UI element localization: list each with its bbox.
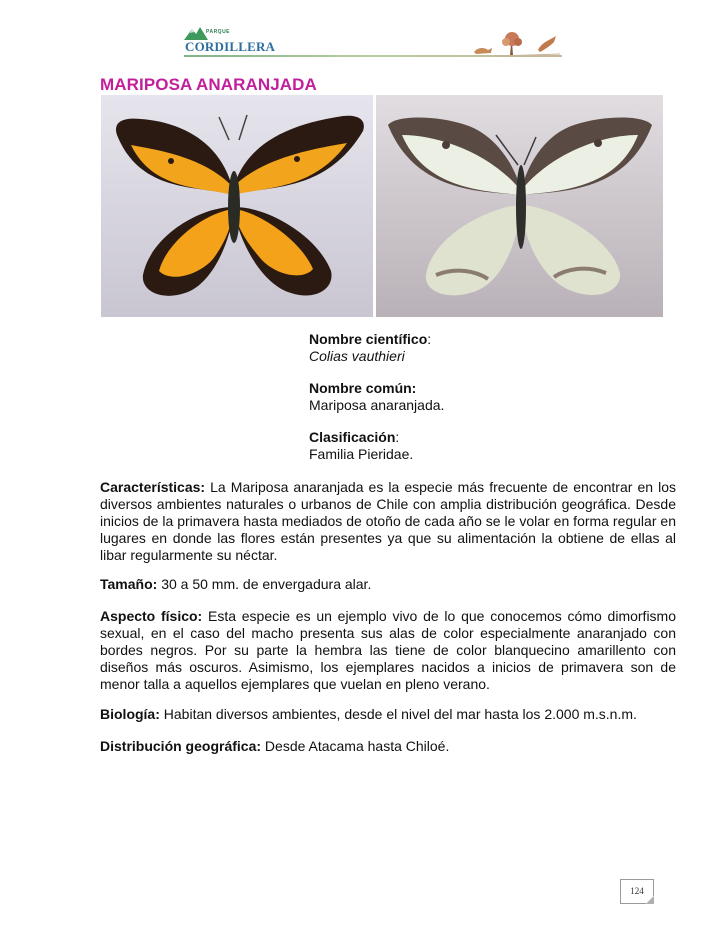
classification-label: Clasificación: [309, 429, 396, 445]
male-butterfly-photo: [101, 95, 373, 317]
tamano-label: Tamaño:: [100, 576, 158, 592]
page-fold-icon: [646, 896, 654, 904]
biologia-text: Habitan diversos ambientes, desde el nivel del mar hasta los 2.000 m.s.n.m.: [163, 706, 637, 722]
common-name-label: Nombre común:: [309, 380, 417, 396]
distribucion-label: Distribución geográfica:: [100, 738, 262, 754]
scientific-name-colon: :: [427, 331, 432, 347]
scientific-name-label: Nombre científico: [309, 331, 428, 347]
common-name-value: Mariposa anaranjada.: [309, 397, 445, 413]
distribucion-paragraph: [100, 738, 676, 755]
caracteristicas-paragraph: [100, 479, 676, 564]
biologia-label: Biología:: [100, 706, 160, 722]
aspecto-label: Aspecto físico:: [100, 608, 203, 624]
aspecto-text: Esta especie es un ejemplo vivo de lo que conocemos cómo dimorfismo sexual, en el caso del macho presenta sus alas de color especialmente anaranjado con bordes negros. Por su parte la hembra las tiene de color blanquecino amarillento con diseños más oscuros. Asimismo, los ejemplares nacidos a inicios de primavera son de menor talla a aquellos ejemplares que vuelan en pleno verano.: [100, 608, 677, 692]
scientific-name-block: [309, 331, 431, 365]
logo-big-text: CORDILLERA: [185, 39, 276, 54]
tamano-text: 30 a 50 mm. de envergadura alar.: [161, 576, 372, 592]
female-butterfly-photo: [376, 95, 663, 317]
scientific-name-value: Colias vauthieri: [309, 348, 405, 364]
classification-value: Familia Pieridae.: [309, 446, 414, 462]
aspecto-paragraph: [100, 608, 676, 693]
distribucion-text: Desde Atacama hasta Chiloé.: [264, 738, 450, 754]
biologia-paragraph: [100, 706, 676, 723]
page-number-box: [620, 879, 654, 904]
classification-colon: :: [395, 429, 400, 445]
page-title: MARIPOSA ANARANJADA: [100, 75, 317, 94]
common-name-block: [309, 380, 444, 414]
caracteristicas-label: Características:: [100, 479, 206, 495]
tamano-paragraph: [100, 576, 676, 593]
classification-block: [309, 429, 413, 463]
caracteristicas-text: La Mariposa anaranjada es la especie más frecuente de encontrar en los diversos ambientes naturales o urbanos de Chile con amplia distribución geográfica. Desde inicios de la primavera hasta mediados de otoño de cada año se le volar en forma regular en lugares en donde las flores están presentes ya que su alimentación la obtiene de ellas al libar regularmente su néctar.: [100, 479, 677, 563]
parque-cordillera-logo: [184, 26, 276, 58]
mountain-logo-icon: [184, 26, 208, 40]
white-butterfly-icon: [376, 95, 663, 317]
page-header: [0, 0, 720, 70]
orange-butterfly-icon: [101, 95, 373, 317]
page-number: 124: [630, 886, 644, 896]
fauna-illustration-icon: [470, 30, 562, 58]
logo-small-text: PARQUE: [206, 29, 231, 35]
